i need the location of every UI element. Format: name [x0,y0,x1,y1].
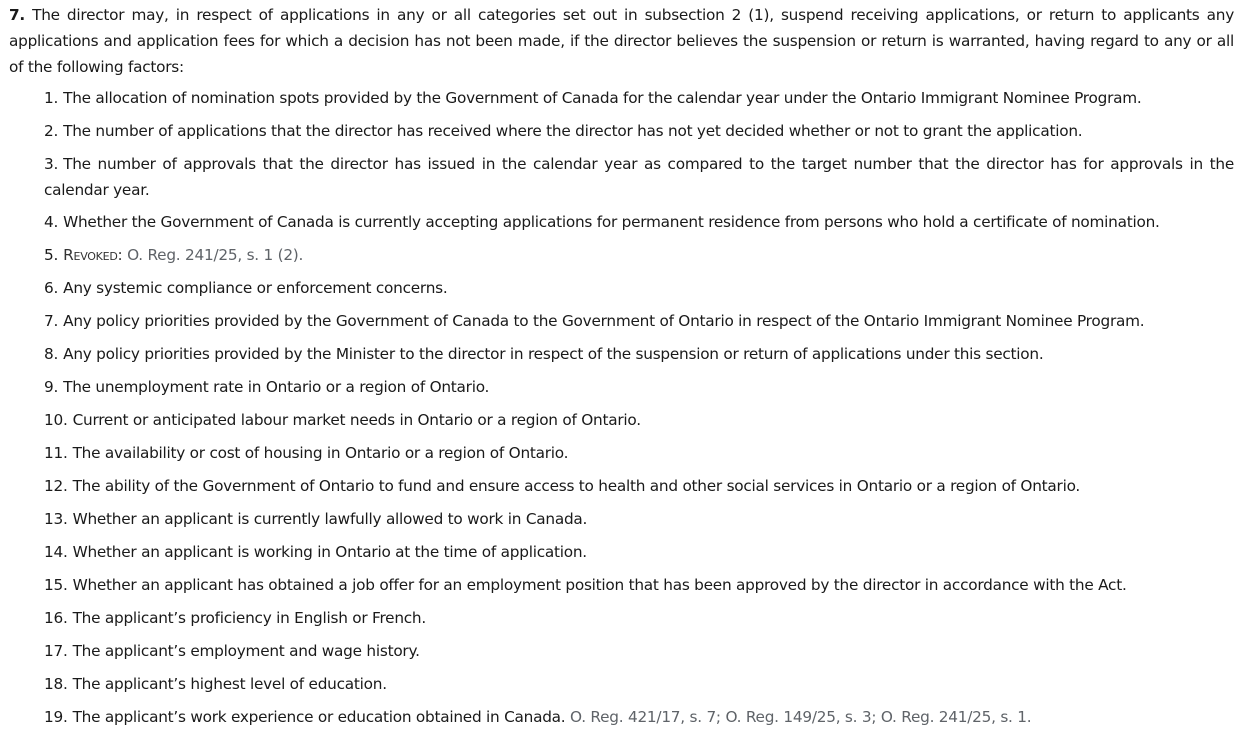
paragraph-17 [44,638,1234,664]
paragraph-number: 9. [44,378,59,396]
paragraph-text: The applicant’s employment and wage history. [72,642,420,660]
paragraph-2 [44,118,1234,144]
paragraph-number: 6. [44,279,59,297]
paragraph-number: 11. [44,444,68,462]
section-intro [9,0,1234,80]
paragraph-text: Any policy priorities provided by the Government of Canada to the Government of Ontario in respect of the Ontario Immigrant Nominee Program. [63,312,1145,330]
paragraph-4 [44,209,1234,235]
paragraph-number: 4. [44,213,59,231]
paragraph-number: 16. [44,609,68,627]
section-number: 7. [9,6,25,24]
paragraph-number: 15. [44,576,68,594]
paragraph-number: 17. [44,642,68,660]
paragraph-text: The number of approvals that the director has issued in the calendar year as compared to the target number that the director has for approvals in the calendar year. [44,155,1234,199]
paragraph-text: Any systemic compliance or enforcement concerns. [63,279,448,297]
paragraph-number: 18. [44,675,68,693]
paragraph-number: 5. [44,246,59,264]
paragraph-number: 1. [44,89,59,107]
paragraph-text: The applicant’s highest level of education. [72,675,387,693]
revocation-citation: O. Reg. 241/25, s. 1 (2). [127,246,304,264]
paragraph-text: The unemployment rate in Ontario or a region of Ontario. [63,378,490,396]
paragraph-15 [44,572,1234,598]
paragraph-number: 2. [44,122,59,140]
paragraph-7 [44,308,1234,334]
paragraph-number: 8. [44,345,59,363]
paragraph-number: 14. [44,543,68,561]
paragraph-text: The availability or cost of housing in Ontario or a region of Ontario. [72,444,569,462]
paragraph-text: The number of applications that the director has received where the director has not yet decided whether or not to grant the application. [63,122,1083,140]
paragraph-13 [44,506,1234,532]
amendment-history: O. Reg. 421/17, s. 7; O. Reg. 149/25, s. 3; O. Reg. 241/25, s. 1. [570,708,1032,726]
paragraph-number: 12. [44,477,68,495]
paragraph-14 [44,539,1234,565]
paragraph-text: The applicant’s work experience or education obtained in Canada. [72,708,566,726]
paragraph-3 [44,151,1234,203]
paragraph-text: Any policy priorities provided by the Minister to the director in respect of the suspension or return of applications under this section. [63,345,1044,363]
paragraph-text: Whether the Government of Canada is currently accepting applications for permanent residence from persons who hold a certificate of nomination. [63,213,1160,231]
paragraph-18 [44,671,1234,697]
paragraph-1 [44,85,1234,111]
paragraph-number: 3. [44,155,59,173]
paragraph-text: Current or anticipated labour market needs in Ontario or a region of Ontario. [72,411,641,429]
paragraph-19 [44,704,1234,730]
paragraph-number: 19. [44,708,68,726]
paragraph-text: Whether an applicant is working in Ontario at the time of application. [72,543,587,561]
paragraph-5 [44,242,1234,268]
paragraph-11 [44,440,1234,466]
paragraph-text: The allocation of nomination spots provided by the Government of Canada for the calendar year under the Ontario Immigrant Nominee Program. [63,89,1142,107]
paragraph-10 [44,407,1234,433]
paragraph-12 [44,473,1234,499]
revoked-label: Revoked: [63,246,123,264]
paragraph-8 [44,341,1234,367]
paragraph-number: 7. [44,312,59,330]
paragraph-number: 10. [44,411,68,429]
paragraph-text: The applicant’s proficiency in English or French. [72,609,426,627]
paragraph-number: 13. [44,510,68,528]
paragraph-16 [44,605,1234,631]
regulation-section [9,0,1234,726]
paragraph-text: Whether an applicant is currently lawfully allowed to work in Canada. [72,510,588,528]
paragraph-text: The ability of the Government of Ontario to fund and ensure access to health and other social services in Ontario or a region of Ontario. [72,477,1081,495]
paragraph-text: Whether an applicant has obtained a job offer for an employment position that has been approved by the director in accordance with the Act. [72,576,1127,594]
section-intro-text: The director may, in respect of applications in any or all categories set out in subsection 2 (1), suspend receiving applications, or return to applicants any applications and application fees for which a decision has not been made, if the director believes the suspension or return is warranted, having regard to any or all of the following factors: [9,6,1234,76]
paragraph-9 [44,374,1234,400]
paragraph-6 [44,275,1234,301]
